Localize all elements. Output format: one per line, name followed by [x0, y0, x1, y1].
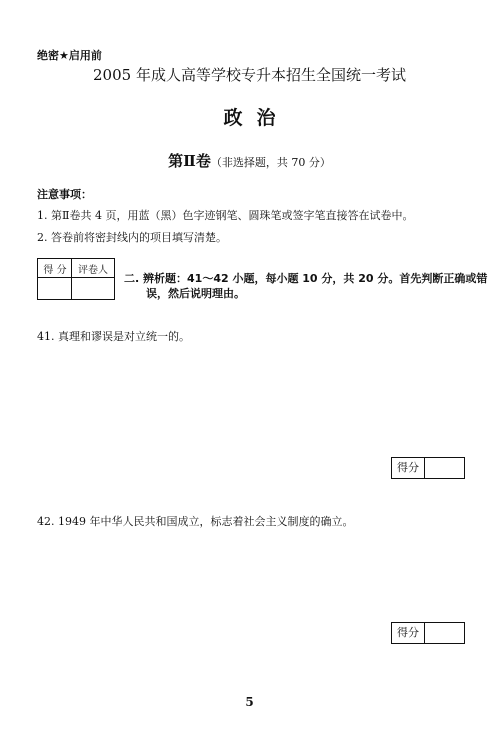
- note-item: 1. 第Ⅱ卷共 4 页，用蓝（黑）色字迹钢笔、圆珠笔或签字笔直接答在试卷中。: [37, 209, 414, 222]
- score-column-header: 得 分: [43, 265, 67, 276]
- question-42-score-box: [391, 622, 465, 644]
- part-note: （非选择题，共 70 分）: [210, 156, 331, 169]
- note-item: 2. 答卷前将密封线内的项目填写清楚。: [37, 231, 227, 244]
- question-41-score-box: [391, 457, 465, 479]
- notes-heading: 注意事项：: [37, 188, 92, 201]
- table-divider: [38, 277, 114, 278]
- page-number: 5: [245, 695, 254, 709]
- question-42: 42. 1949 年中华人民共和国成立，标志着社会主义制度的确立。: [37, 515, 354, 528]
- part-heading: [0, 150, 499, 171]
- exam-title: 2005 年成人高等学校专升本招生全国统一考试: [93, 66, 406, 84]
- section-instructions: 二. 辨析题：41～42 小题，每小题 10 分，共 20 分。首先判断正确或错: [124, 272, 488, 285]
- grader-column-header: 评卷人: [78, 265, 108, 276]
- part-label: 第Ⅱ卷: [168, 152, 211, 170]
- score-label: 得分: [392, 623, 425, 643]
- question-41: 41. 真理和谬误是对立统一的。: [37, 330, 190, 343]
- subject-title: 政治: [223, 107, 290, 129]
- section-instructions-continued: 误，然后说明理由。: [146, 287, 245, 300]
- grader-score-table: [37, 258, 115, 300]
- confidential-mark: 绝密★启用前: [37, 49, 102, 62]
- score-label: 得分: [392, 458, 425, 478]
